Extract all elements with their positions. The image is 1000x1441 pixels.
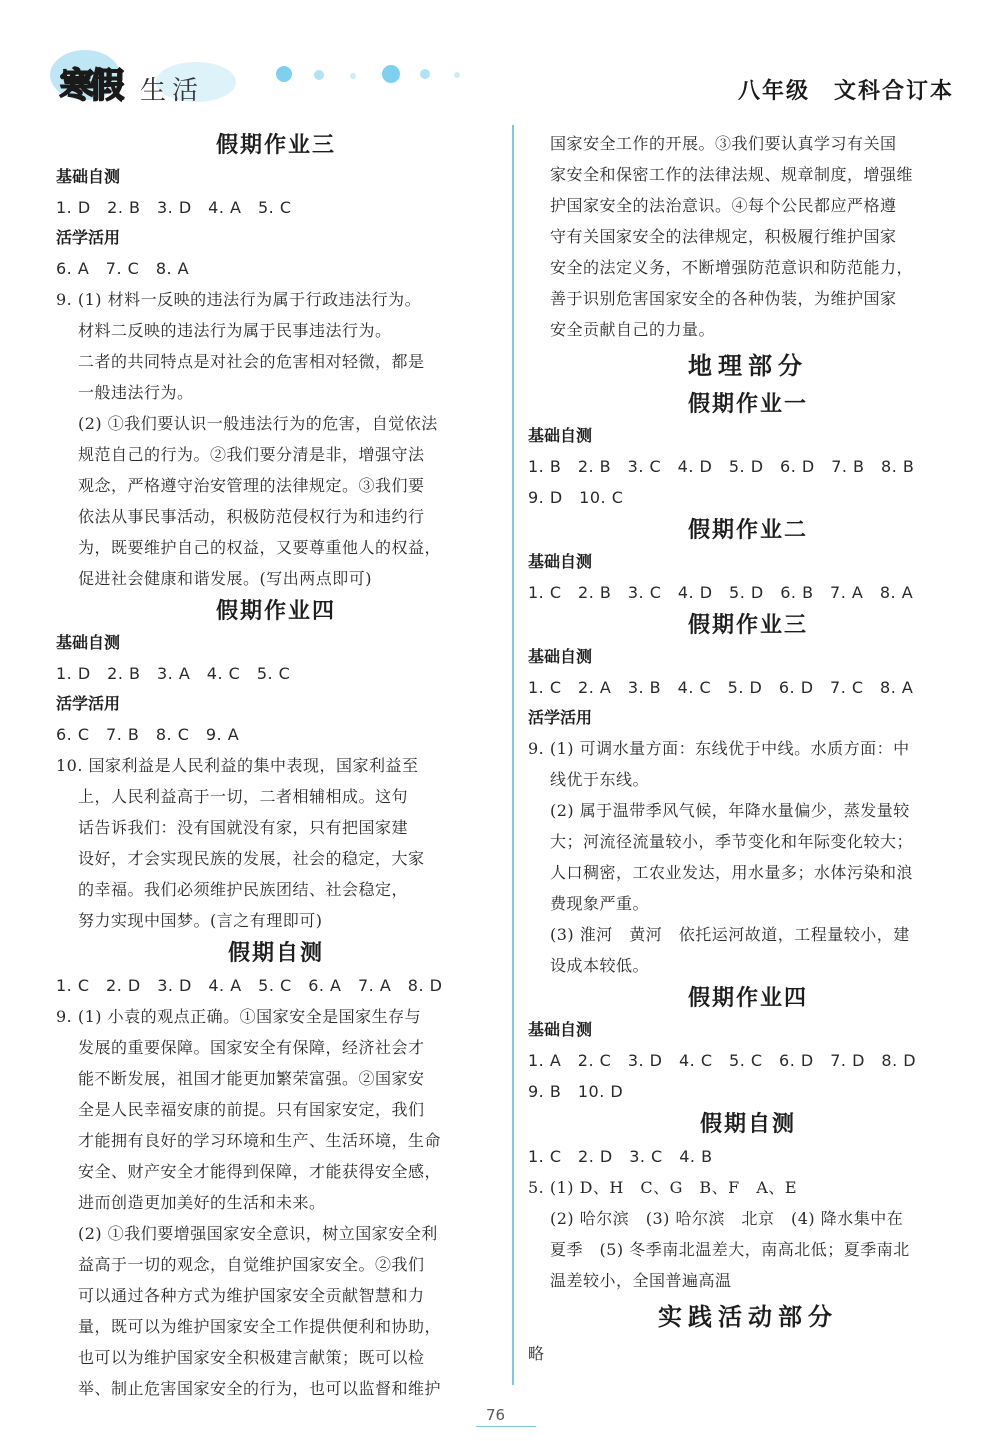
part-title: 实践活动部分 (658, 1302, 838, 1331)
text-line: 促进社会健康和谐发展。(写出两点即可) (78, 569, 372, 588)
text-line: 安全、财产安全才能得到保障，才能获得安全感， (78, 1162, 442, 1181)
text-line: (2) ①我们要增强国家安全意识，树立国家安全利 (78, 1224, 438, 1243)
dot (314, 70, 324, 80)
text-line: 略 (528, 1344, 545, 1363)
subsection-label: 基础自测 (528, 1020, 593, 1039)
text-line: (2) ①我们要认识一般违法行为的危害，自觉依法 (78, 414, 438, 433)
answer-line: 1. B 2. B 3. C 4. D 5. D 6. D 7. B 8. B (528, 457, 915, 476)
dot (454, 72, 460, 78)
text-line: 全是人民幸福安康的前提。只有国家安定，我们 (78, 1100, 425, 1119)
text-line: 规范自己的行为。②我们要分清是非，增强守法 (78, 445, 425, 464)
text-line: (3) 淮河 黄河 依托运河故道，工程量较小，建 (550, 925, 910, 944)
text-line: 守有关国家安全的法律规定，积极履行维护国家 (550, 227, 897, 246)
answer-line: 1. A 2. C 3. D 4. C 5. C 6. D 7. D 8. D (528, 1051, 917, 1070)
text-line: 费现象严重。 (550, 894, 650, 913)
logo-subtitle: 生活 (140, 76, 205, 106)
dot (276, 66, 292, 82)
section-title: 假期作业四 (687, 985, 808, 1011)
text-line: 9. (1) 小袁的观点正确。①国家安全是国家生存与 (56, 1007, 422, 1026)
section-title: 假期作业四 (215, 598, 336, 624)
text-line: 安全的法定义务，不断增强防范意识和防范能力， (550, 258, 914, 277)
page-number: 76 (486, 1406, 506, 1424)
text-line: 大；河流径流量较小，季节变化和年际变化较大； (550, 832, 914, 851)
subsection-label: 活学活用 (528, 708, 593, 727)
text-line: 家安全和保密工作的法律法规、规章制度，增强维 (550, 165, 914, 184)
text-line: 也可以为维护国家安全积极建言献策；既可以检 (78, 1348, 425, 1367)
column-divider (512, 125, 514, 1385)
section-title: 假期作业二 (687, 517, 808, 543)
text-line: 温差较小，全国普遍高温 (550, 1271, 732, 1290)
subsection-label: 活学活用 (56, 694, 121, 713)
text-line: 线优于东线。 (550, 770, 650, 789)
answer-line: 1. D 2. B 3. A 4. C 5. C (56, 664, 291, 683)
subsection-label: 活学活用 (56, 228, 121, 247)
text-line: 护国家安全的法治意识。④每个公民都应严格遵 (550, 196, 897, 215)
text-line: 话告诉我们：没有国就没有家，只有把国家建 (78, 818, 409, 837)
answer-line: 9. B 10. D (528, 1082, 624, 1101)
text-line: 国家安全工作的开展。③我们要认真学习有关国 (550, 134, 897, 153)
dot (350, 73, 356, 79)
text-line: 才能拥有良好的学习环境和生产、生活环境，生命 (78, 1131, 442, 1150)
text-line: 发展的重要保障。国家安全有保障，经济社会才 (78, 1038, 425, 1057)
text-line: 设好，才会实现民族的发展，社会的稳定，大家 (78, 849, 425, 868)
text-line: 设成本较低。 (550, 956, 650, 975)
text-line: 10. 国家利益是人民利益的集中表现，国家利益至 (56, 756, 419, 775)
text-line: 人口稠密，工农业发达，用水量多；水体污染和浪 (550, 863, 914, 882)
section-title: 假期作业三 (215, 132, 336, 158)
subsection-label: 基础自测 (528, 552, 593, 571)
text-line: 上，人民利益高于一切，二者相辅相成。这句 (78, 787, 409, 806)
answer-line: 1. C 2. B 3. C 4. D 5. D 6. B 7. A 8. A (528, 583, 914, 602)
answer-line: 9. D 10. C (528, 488, 624, 507)
text-line: 材料二反映的违法行为属于民事违法行为。 (78, 321, 392, 340)
dot (420, 69, 430, 79)
text-line: 举、制止危害国家安全的行为，也可以监督和维护 (78, 1379, 442, 1398)
section-title: 假期自测 (699, 1111, 796, 1137)
answer-line: 1. C 2. D 3. D 4. A 5. C 6. A 7. A 8. D (56, 976, 443, 995)
page-header (0, 0, 1000, 120)
text-line: (2) 属于温带季风气候，年降水量偏少，蒸发量较 (550, 801, 910, 820)
text-line: 能不断发展，祖国才能更加繁荣富强。②国家安 (78, 1069, 425, 1088)
logo-title: 寒假 (60, 66, 120, 106)
answer-line: 1. C 2. A 3. B 4. C 5. D 6. D 7. C 8. A (528, 678, 914, 697)
grade-label: 八年级 文科合订本 (737, 79, 954, 104)
text-line: 二者的共同特点是对社会的危害相对轻微，都是 (78, 352, 425, 371)
text-line: 9. (1) 材料一反映的违法行为属于行政违法行为。 (56, 290, 422, 309)
text-line: 一般违法行为。 (78, 383, 194, 402)
subsection-label: 基础自测 (528, 426, 593, 445)
text-line: (2) 哈尔滨 (3) 哈尔滨 北京 (4) 降水集中在 (550, 1209, 904, 1228)
left-column (56, 128, 496, 1404)
answer-line: 1. C 2. D 3. C 4. B (528, 1147, 713, 1166)
subsection-label: 基础自测 (56, 633, 121, 652)
text-line: 益高于一切的观念，自觉维护国家安全。②我们 (78, 1255, 425, 1274)
answer-line: 1. D 2. B 3. D 4. A 5. C (56, 198, 292, 217)
text-line: 为，既要维护自己的权益，又要尊重他人的权益， (78, 538, 442, 557)
section-title: 假期自测 (227, 940, 324, 966)
dot (382, 65, 400, 83)
text-line: 量，既可以为维护国家安全工作提供便利和协助， (78, 1317, 442, 1336)
text-line: 努力实现中国梦。(言之有理即可) (78, 911, 323, 930)
text-line: 进而创造更加美好的生活和未来。 (78, 1193, 326, 1212)
text-line: 的幸福。我们必须维护民族团结、社会稳定， (78, 880, 409, 899)
subsection-label: 基础自测 (528, 647, 593, 666)
decorative-dots (270, 62, 470, 86)
right-column (528, 128, 968, 1369)
answer-line: 6. C 7. B 8. C 9. A (56, 725, 240, 744)
page-number-underline (476, 1426, 536, 1427)
text-line: 可以通过各种方式为维护国家安全贡献智慧和力 (78, 1286, 425, 1305)
part-title: 地理部分 (688, 351, 808, 380)
text-line: 夏季 (5) 冬季南北温差大，南高北低；夏季南北 (550, 1240, 910, 1259)
text-line: 依法从事民事活动，积极防范侵权行为和违约行 (78, 507, 425, 526)
subsection-label: 基础自测 (56, 167, 121, 186)
text-line: 观念，严格遵守治安管理的法律规定。③我们要 (78, 476, 425, 495)
answer-line: 6. A 7. C 8. A (56, 259, 190, 278)
section-title: 假期作业一 (687, 391, 808, 417)
text-line: 善于识别危害国家安全的各种伪装，为维护国家 (550, 289, 897, 308)
section-title: 假期作业三 (687, 612, 808, 638)
text-line: 9. (1) 可调水量方面：东线优于中线。水质方面：中 (528, 739, 910, 758)
text-line: 5. (1) D、H C、G B、F A、E (528, 1178, 798, 1197)
text-line: 安全贡献自己的力量。 (550, 320, 716, 339)
